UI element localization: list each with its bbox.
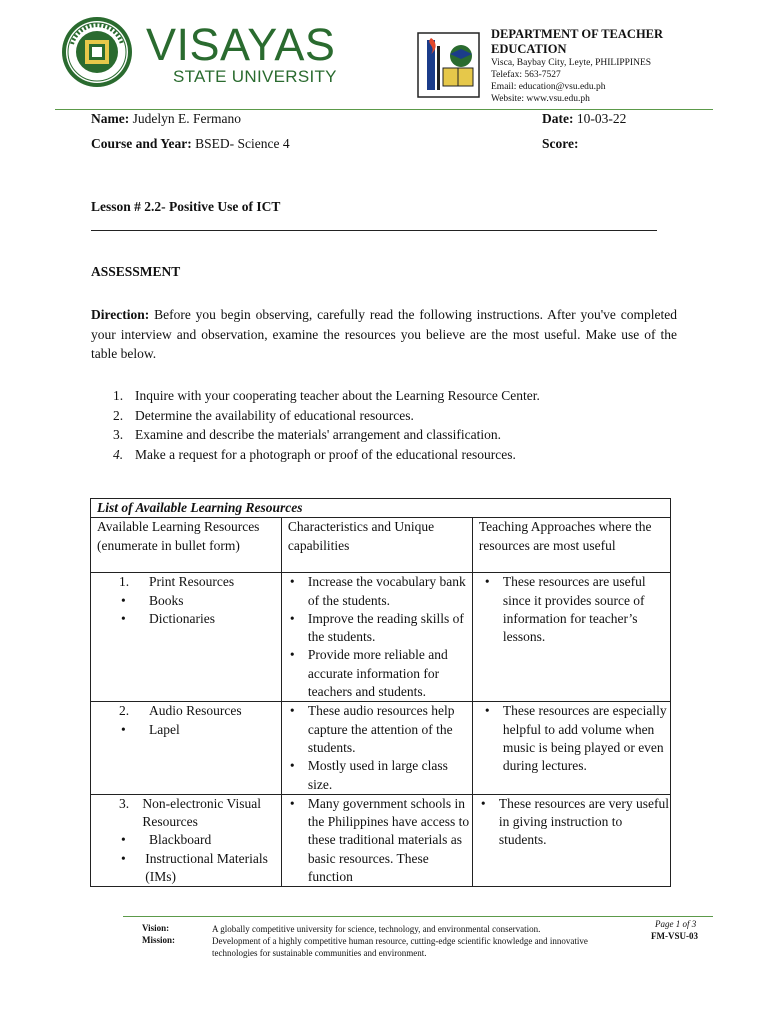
department-logo: [417, 32, 480, 98]
header-divider: [55, 109, 713, 110]
instruction-list: [113, 386, 713, 464]
mission-text: Development of a highly competitive human resource, cutting-edge scientific knowledge and innovative technologies for sustainable communities and environment.: [212, 936, 588, 958]
bullet-icon: •: [484, 574, 490, 590]
score-label: Score:: [542, 136, 579, 151]
direction-text: Before you begin observing, carefully read the following instructions. After you've completed your interview and observation, examine the resources you believe are the most useful. Make use of the table below.: [91, 307, 678, 361]
table-header-cell: Available Learning Resources (enumerate in bullet form): [91, 518, 282, 573]
department-title-line2: EDUCATION: [491, 42, 567, 56]
list-item: 2. Determine the availability of educational resources.: [113, 407, 414, 423]
department-block: [491, 27, 721, 105]
list-item: 4. Make a request for a photograph or proof of the educational resources.: [113, 446, 516, 462]
table-header-cell: Teaching Approaches where the resources are most useful: [472, 518, 670, 573]
bullet-icon: •: [121, 850, 126, 866]
page-number: Page 1 of 3: [655, 919, 697, 929]
characteristics-cell: • Many government schools in the Philippines have access to these traditional materials as basic resources. These function: [281, 794, 472, 886]
bullet-icon: •: [121, 832, 126, 848]
vision-text: A globally competitive university for science, technology, and environmental conservation.: [212, 924, 541, 934]
name-field: [91, 111, 241, 127]
date-value: 10-03-22: [576, 111, 627, 126]
characteristics-cell: • These audio resources help capture the attention of the students. • Mostly used in large class size.: [281, 702, 472, 794]
table-row: [91, 573, 671, 702]
table-caption: List of Available Learning Resources: [91, 499, 671, 518]
date-field: [542, 111, 626, 127]
score-field: [542, 136, 579, 152]
list-item: 3. Examine and describe the materials' arrangement and classification.: [113, 427, 502, 442]
bullet-icon: •: [289, 795, 295, 811]
department-telefax: Telefax: 563-7527: [491, 70, 561, 80]
resource-cell: 2. Audio Resources • Lapel: [91, 702, 282, 794]
university-name: VISAYAS: [146, 19, 336, 70]
mission-label: Mission:: [142, 935, 176, 945]
resource-cell: 1. Print Resources • Books • Dictionaries: [91, 573, 282, 702]
approaches-cell: • These resources are especially helpful to add volume when music is being played or even during lectures.: [472, 702, 670, 794]
university-subtitle: STATE UNIVERSITY: [173, 67, 337, 86]
resource-cell: 3. Non-electronic Visual Resources • Blackboard • Instructional Materials (IMs): [91, 794, 282, 886]
bullet-icon: •: [289, 703, 295, 719]
table-row: [91, 794, 671, 886]
list-item: 1. Inquire with your cooperating teacher about the Learning Resource Center.: [113, 388, 540, 403]
footer-divider: [123, 916, 713, 917]
bullet-icon: •: [289, 647, 295, 663]
bullet-icon: •: [289, 758, 295, 774]
approaches-cell: • These resources are useful since it provides source of information for teacher’s lessons.: [472, 573, 670, 702]
assessment-heading: ASSESSMENT: [91, 264, 181, 279]
department-website: Website: www.vsu.edu.ph: [491, 94, 590, 104]
table-row: [91, 702, 671, 794]
department-address: Visca, Baybay City, Leyte, PHILIPPINES: [491, 58, 652, 68]
bullet-icon: •: [484, 703, 490, 719]
table-header-row: [91, 518, 671, 573]
direction-paragraph: [91, 305, 677, 364]
characteristics-cell: • Increase the vocabulary bank of the students. • Improve the reading skills of the students. • Provide more reliable and accurate information for teachers and students.: [281, 573, 472, 702]
bullet-icon: •: [480, 795, 486, 811]
name-value: Judelyn E. Fermano: [132, 111, 241, 126]
course-label: Course and Year:: [91, 136, 192, 151]
approaches-cell: • These resources are very useful in giving instruction to students.: [472, 794, 670, 886]
bullet-icon: •: [289, 574, 295, 590]
course-field: [91, 136, 290, 152]
lesson-title: Lesson # 2.2- Positive Use of ICT: [91, 199, 281, 214]
bullet-icon: •: [121, 592, 126, 608]
course-value: BSED- Science 4: [195, 136, 290, 151]
lesson-divider: [91, 230, 657, 231]
date-label: Date:: [542, 111, 574, 126]
university-wordmark: [146, 19, 337, 86]
bullet-icon: •: [289, 610, 295, 626]
learning-resources-table: [90, 498, 671, 887]
university-seal-logo: [61, 16, 133, 88]
direction-label: Direction:: [91, 307, 150, 322]
vision-label: Vision:: [142, 923, 170, 933]
form-code: FM-VSU-03: [651, 931, 698, 941]
department-email: Email: education@vsu.edu.ph: [491, 82, 606, 92]
bullet-icon: •: [121, 721, 126, 737]
name-label: Name:: [91, 111, 130, 126]
department-title-line1: DEPARTMENT OF TEACHER: [491, 27, 664, 41]
bullet-icon: •: [121, 610, 126, 626]
table-header-cell: Characteristics and Unique capabilities: [281, 518, 472, 573]
